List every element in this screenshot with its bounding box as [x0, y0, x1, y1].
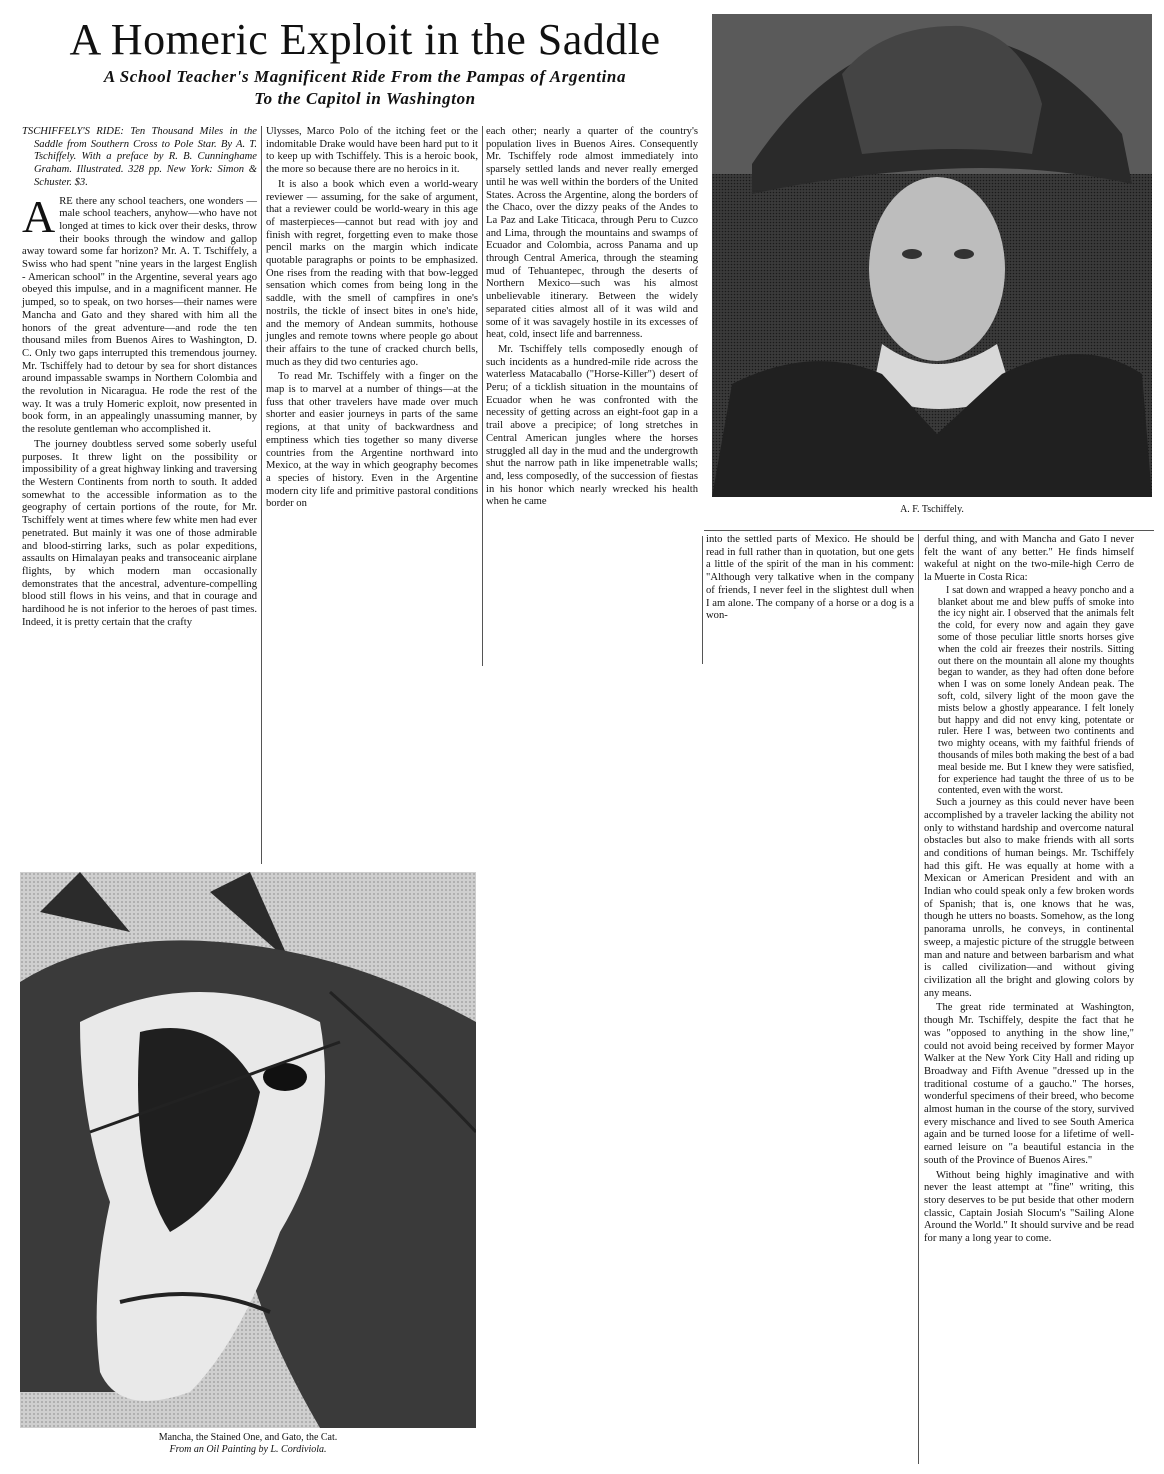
col2-paragraph-1: Ulysses, Marco Polo of the itching feet or the indomitable Drake would have been hard put to it to keep up with Tschiffely. This is a heroic book, the more so because there are no heroics in it. — [266, 126, 478, 176]
column-2 — [266, 126, 478, 511]
col2-paragraph-3: To read Mr. Tschiffely with a finger on the map is to marvel at a number of things—at the fuss that other travelers have made over much shorter and easier journeys in parts of the same regions, at that unity of backwardness and emptiness which ties together so many diverse countries from the Argentine northward into Mexico, at the way in which geography becomes a species of history. Even in the Argentine modern city life and primitive pastoral conditions border on — [266, 371, 478, 510]
column-4 — [706, 534, 914, 623]
block-quote: I sat down and wrapped a heavy poncho and a blanket about me and blew puffs of smoke into the icy night air. I observed that the animals felt the cold, for every now and again they gave some of those peculiar little snorts horses give when the cold air freezes their nostrils. Sitting out there on the mountain all alone my thoughts began to wander, as they had often done before when I was on some lonely Andean peak. The soft, cold, silvery light of the moon gave the mists below a ghostly appearance. I felt lonely but happy and did not envy king, potentate or ruler. Here I was, between two continents and two mighty oceans, with my faithful friends of thousands of miles both making the best of a bad meal beside me. But I knew they were satisfied, for experience had taught the three of us to be contented, even with the worst. — [938, 584, 1134, 797]
column-rule-3 — [702, 536, 703, 664]
deck-line-1: A School Teacher's Magnificent Ride From the Pampas of Argentina — [103, 67, 627, 86]
col4-paragraph-1: into the settled parts of Mexico. He should be read in full rather than in quotation, but one gets a little of the spirit of the man in his comment: "Although very talkative when in the company of friends, I never feel in the slightest dull when I am alone. The company of a horse or a dog is a won- — [706, 534, 914, 622]
deck — [20, 66, 710, 110]
horse-caption — [20, 1432, 476, 1456]
portrait-image — [712, 14, 1152, 497]
col5-paragraph-2: Such a journey as this could never have been accomplished by a traveler lacking the ability not only to withstand hardship and overcome natural obstacles but also to make friends with all sorts and conditions of human beings. Mr. Tschiffely had this gift. He was equally at home with a Mexican or American President and with an Indian who could speak only a few broken words of Spanish; that is, one knows that he was, though he utters no boasts. Somehow, as the long panorama unrolls, he conveys, in continental sweep, a majestic picture of the struggle between man and nature and between barbarism and what is called civilization—and without giving civilization all the bright and glowing colors by any means. — [924, 797, 1134, 999]
col3-paragraph-2: Mr. Tschiffely tells composedly enough of such incidents as a hundred-mile ride across the waterless Matacaballo ("Horse-Killer") desert of Peru; of a ticklish situation in the mountains of Ecuador when he was confronted with the necessity of getting across an eight-foot gap in a trail above a precipice; of long stretches in Central American jungles where the horses struggled all day in the mud and the undergrowth shut the narrow path in like impenetrable walls; and, less composedly, of the succession of fiestas in his honor which nearly wrecked his health when he came — [486, 343, 698, 508]
column-3 — [486, 126, 698, 509]
col5-paragraph-3: The great ride terminated at Washington, though Mr. Tschiffely, despite the fact that he was "opposed to anything in the show line," could not avoid being received by former Mayor Walker at the New York City Hall and riding up Broadway and Fifth Avenue "dressed up in the traditional costume of a gaucho." The horses, wonderful specimens of their breed, who become almost human in the course of the story, survived every mischance and lived to see South America again and be turned loose for a lifetime of well-earned leisure on "a beautiful estancia in the south of the Province of Buenos Aires." — [924, 1002, 1134, 1166]
col5-paragraph-1: derful thing, and with Mancha and Gato I never felt the want of any better." He finds himself wakeful at night on the two-mile-high Cerro de la Muerte in Costa Rica: — [924, 534, 1134, 584]
portrait-caption: A. F. Tschiffely. — [900, 504, 964, 515]
col5-paragraph-4: Without being highly imaginative and with never the least attempt at "fine" writing, this story deserves to be put beside that other modern classic, Captain Josiah Slocum's "Sailing Alone Around the World." It should survive and be read for many a long year to come. — [924, 1169, 1134, 1245]
deck-line-2: To the Capitol in Washington — [254, 89, 476, 108]
drop-cap: A — [22, 190, 56, 242]
horse-caption-text: Mancha, the Stained One, and Gato, the Cat. — [158, 1432, 338, 1443]
col1-paragraph-2: The journey doubtless served some soberly useful purposes. It threw light on the possibility or impossibility of a great highway linking and traversing the Western Continents from north to south. It added somewhat to the accessible information as to the geography of certain portions of the route, for Mr. Tschiffely went at times where few white men had ever penetrated. But mainly it was one of those admirable and blood-stirring larks, such as polar expeditions, assaults on Himalayan peaks and transoceanic airplane flights, by which modern man occasionally demonstrates that the ancestral, adventure-compelling blood still flows in his veins, and that in courage and hardihood he is not inferior to the heroes of past times. Indeed, it is pretty certain that the crafty — [22, 438, 257, 628]
column-rule-1 — [261, 126, 262, 864]
horse-image — [20, 872, 476, 1428]
horse-painting — [20, 872, 476, 1428]
col2-paragraph-2: It is also a book which even a world-weary reviewer — assuming, for the sake of argument, that a reviewer could be world-weary in this age of masterpieces—cannot but read with joy and finish with regret, forgetting even to make those pencil marks on the margin which indicate quotable paragraphs or points to be emphasized. One rises from the reading with that bow-legged sensation which comes from being long in the saddle, with the smell of campfires in one's nostrils, the tickle of insect bites in one's hide, and the memory of Andean summits, hothouse jungles and remote towns where people go about their affairs to the tune of cracked church bells, much as they did two centuries ago. — [266, 178, 478, 368]
column-1 — [22, 126, 257, 629]
section-rule — [704, 530, 1154, 531]
column-rule-2 — [482, 126, 483, 666]
horse-credit: From an Oil Painting by L. Cordiviola. — [169, 1444, 327, 1455]
column-rule-4 — [918, 534, 919, 1464]
headline: A Homeric Exploit in the Saddle — [69, 15, 661, 64]
col3-paragraph-1: each other; nearly a quarter of the country's population lives in Buenos Aires. Consequently Mr. Tschiffely rode almost immediately into sparsely settled lands and never really emerged until he was well within the borders of the United States. Across the Argentine, along the borders of the Chaco, over the dizzy peaks of the Andes to La Paz and Lake Titicaca, through Peru to Cuzco and Lima, through the mountains and swamps of Ecuador and Colombia, across Panama and up through Central America, through the steaming mud of Tehuantepec, through the deserts of Northern Mexico—such was his almost unbelievable itinerary. Between the widely separated cities almost all of it was wild and some of it was savagely hostile in its excesses of heat, cold, insect life and barrenness. — [486, 126, 698, 341]
portrait-photo — [712, 14, 1152, 497]
column-5 — [924, 534, 1134, 1246]
col1-paragraph-1: ARE there any school teachers, one wonders — male school teachers, anyhow—who have not longed at times to kick over their desks, throw their books through the window and gallop away toward some far horizon? Mr. A. T. Tschiffely, a Swiss who had spent "nine years in the largest English - American school" in the Argentine, several years ago obeyed this impulse, and in a magnificent manner. He jumped, so to speak, on two horses—their names were Mancha and Gato and they shared with him all the honors of the great adventure—and rode the ten thousand miles from Buenos Aires to Washington, D. C. Only two gaps interrupted this tremendous journey. Mr. Tschiffely had to detour by sea for short distances around impassable swamps in Northern Colombia and the revolution in Nicaragua. He rode the rest of the way. It was a truly Homeric exploit, now presented in book form, in an appealingly unassuming manner, by the resolute gentleman who accomplished it. — [22, 190, 257, 436]
book-info: TSCHIFFELY'S RIDE: Ten Thousand Miles in the Saddle from Southern Cross to Pole Star. By A. T. Tschiffely. With a preface by R. B. Cunninghame Graham. Illustrated. 328 pp. New York: Simon & Schuster. $3. — [22, 126, 257, 188]
face-shape — [869, 177, 1005, 361]
